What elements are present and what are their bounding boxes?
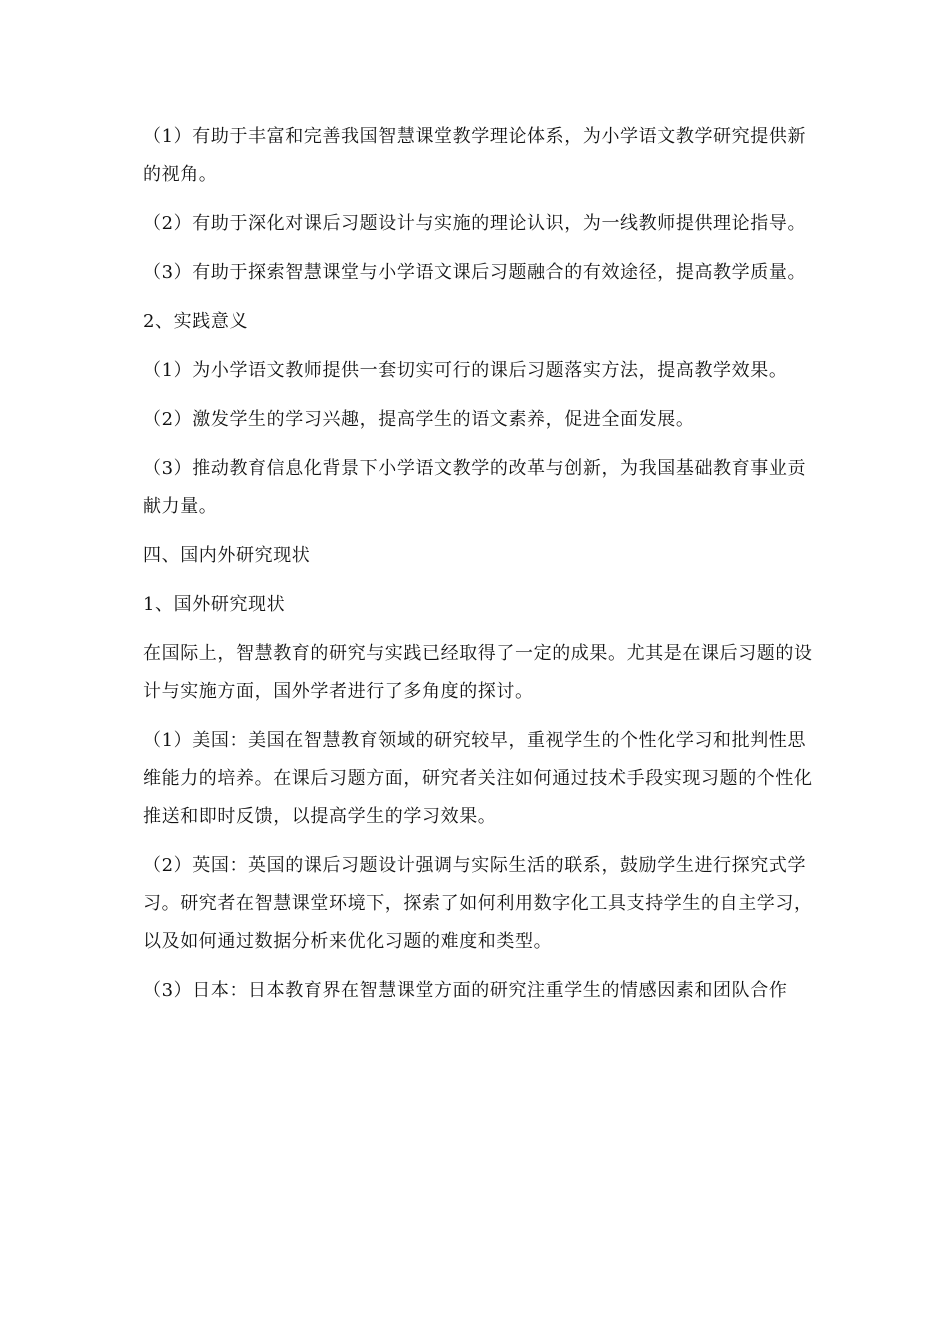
paragraph-foreign-intro: 在国际上，智慧教育的研究与实践已经取得了一定的成果。尤其是在课后习题的设计与实施方面，国外学者进行了多角度的探讨。 (143, 643, 813, 702)
document-body (143, 118, 823, 1021)
paragraph-practice-3: （3）推动教育信息化背景下小学语文教学的改革与创新，为我国基础教育事业贡献力量。 (143, 458, 807, 517)
paragraph-theory-1: （1）有助于丰富和完善我国智慧课堂教学理论体系，为小学语文教学研究提供新的视角。 (143, 126, 807, 185)
paragraph-theory-3: （3）有助于探索智慧课堂与小学语文课后习题融合的有效途径，提高教学质量。 (143, 262, 807, 283)
paragraph-japan: （3）日本：日本教育界在智慧课堂方面的研究注重学生的情感因素和团队合作 (143, 980, 788, 1001)
paragraph-usa: （1）美国：美国在智慧教育领域的研究较早，重视学生的个性化学习和批判性思维能力的培养。在课后习题方面，研究者关注如何通过技术手段实现习题的个性化推送和即时反馈，以提高学生的学习效果。 (143, 730, 813, 827)
heading-practice-significance: 2、实践意义 (143, 311, 249, 332)
paragraph-practice-1: （1）为小学语文教师提供一套切实可行的课后习题落实方法，提高教学效果。 (143, 360, 788, 381)
heading-research-status: 四、国内外研究现状 (143, 545, 311, 566)
paragraph-theory-2: （2）有助于深化对课后习题设计与实施的理论认识，为一线教师提供理论指导。 (143, 213, 807, 234)
paragraph-uk: （2）英国：英国的课后习题设计强调与实际生活的联系，鼓励学生进行探究式学习。研究者在智慧课堂环境下，探索了如何利用数字化工具支持学生的自主学习，以及如何通过数据分析来优化习题的难度和类型。 (143, 855, 813, 952)
paragraph-practice-2: （2）激发学生的学习兴趣，提高学生的语文素养，促进全面发展。 (143, 409, 695, 430)
heading-foreign-research: 1、国外研究现状 (143, 594, 286, 615)
